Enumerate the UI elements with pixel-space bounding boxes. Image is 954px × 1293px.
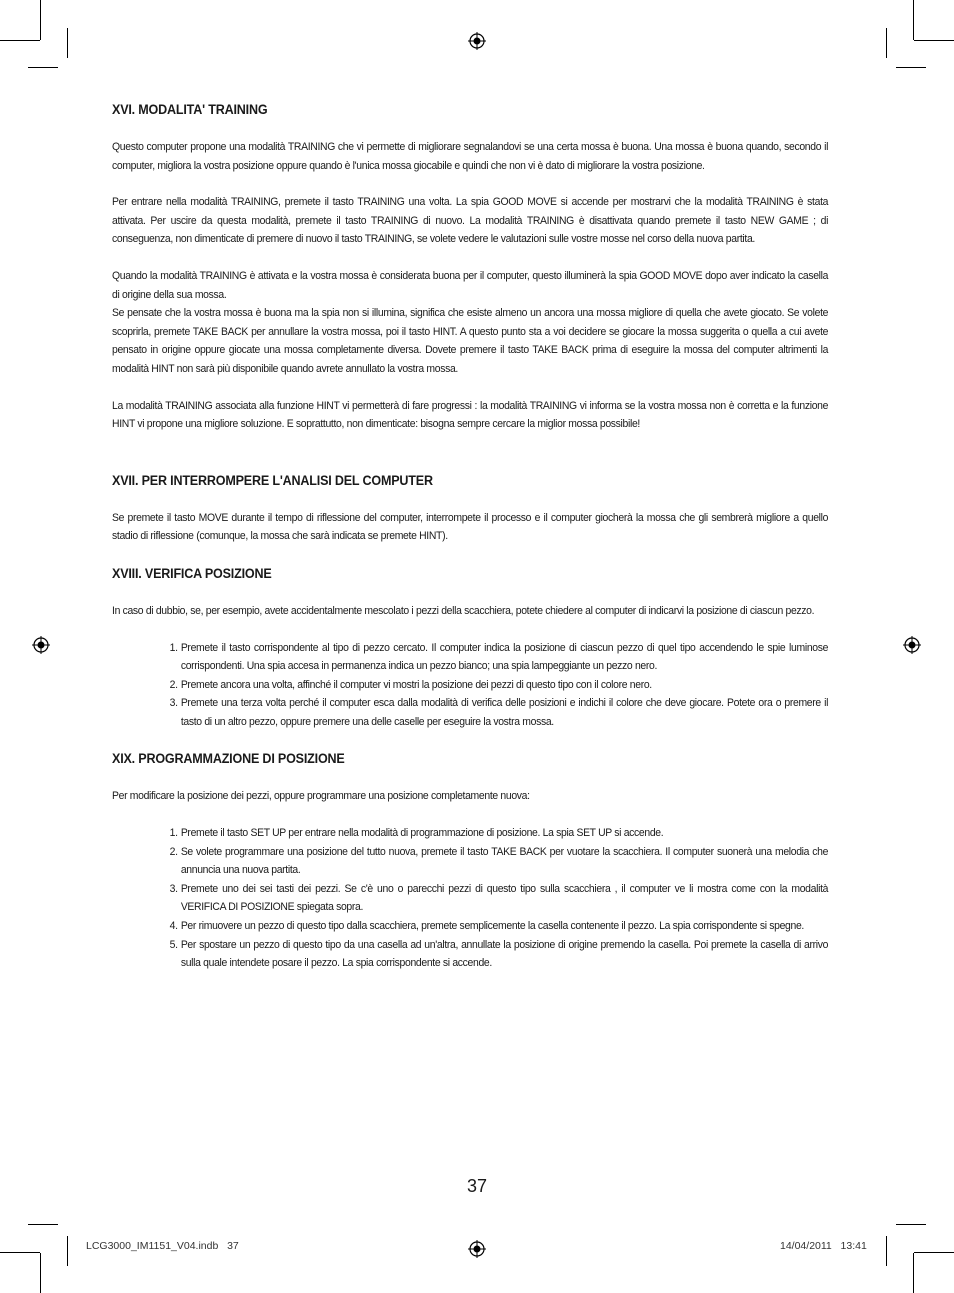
crop-mark — [914, 1252, 954, 1253]
paragraph: In caso di dubbio, se, per esempio, avete accidentalmente mescolato i pezzi della scacchiera, potete chiedere al computer di indicarvi la posizione di ciascun pezzo. — [112, 604, 815, 617]
paragraph: Per modificare la posizione dei pezzi, oppure programmare una posizione completamente nuova: — [112, 790, 530, 803]
crop-mark — [28, 1224, 58, 1225]
crop-mark — [913, 1253, 914, 1293]
paragraph: Se premete il tasto MOVE durante il tempo di riflessione del computer, interrompete il processo e il computer giocherà la mossa che gli sembrerà migliore a quello stadio di riflessione (comunque, la mossa che sarà indicata se premete HINT). — [112, 511, 829, 543]
crop-mark — [40, 0, 41, 40]
crop-mark — [886, 28, 887, 58]
numbered-list — [112, 639, 828, 732]
paragraph: La modalità TRAINING associata alla funzione HINT vi permetterà di fare progressi : la modalità TRAINING vi informa se la vostra mossa non è corretta e la funzione HINT vi propone una migliore soluzione. E soprattutto, non dimenticate: bisogna sempre cercare la miglior mossa possibile! — [112, 399, 829, 431]
section-heading: XIX. PROGRAMMAZIONE DI POSIZIONE — [112, 751, 345, 767]
list-item: 3. Premete uno dei sei tasti dei pezzi. Se c'è uno o parecchi pezzi di questo tipo sulla scacchiera , il computer ve li mostra come con la modalità VERIFICA DI POSIZIONE spiegata sopra. — [169, 882, 829, 914]
registration-mark-icon — [32, 636, 50, 654]
crop-mark — [67, 1236, 68, 1266]
crop-mark — [913, 0, 914, 40]
paragraph: Se pensate che la vostra mossa è buona ma la spia non si illumina, significa che esiste almeno un ancora una mossa migliore di quella che avete giocato. Se volete scoprirla, premete TAKE BACK per annullare la vostra mossa, poi il tasto HINT. A questo punto sta a voi decidere se giocare la mossa suggerita o quella a cui avete pensato in origine oppure giocate una mossa completamente diversa. Dovete premere il tasto TAKE BACK prima di eseguire la mossa del computer altrimenti la modalità HINT non sarà più disponibile quando avrete annullato la vostra mossa. — [112, 307, 829, 375]
section-heading: XVII. PER INTERROMPERE L'ANALISI DEL COMPUTER — [112, 472, 433, 488]
numbered-list — [112, 824, 828, 973]
paragraph: Quando la modalità TRAINING è attivata e la vostra mossa è considerata buona per il computer, questo illuminerà la spia GOOD MOVE dopo aver indicato la casella di origine della sua mossa. — [112, 269, 829, 301]
section-heading: XVI. MODALITA' TRAINING — [112, 102, 268, 117]
list-item: 4. Per rimuovere un pezzo di questo tipo dalla scacchiera, premete semplicemente la casella contenente il pezzo. La spia corrispondente si spegne. — [169, 920, 805, 933]
footer-date: 14/04/2011 13:41 — [780, 1240, 867, 1252]
list-item: 5. Per spostare un pezzo di questo tipo da una casella ad un'altra, annullate la posizione di origine premendo la casella. Poi premete la casella di arrivo sulla quale intendete posare il pezzo. La spia corrispondente si accende. — [169, 938, 829, 970]
registration-mark-icon — [468, 32, 486, 50]
paragraph: Per entrare nella modalità TRAINING, premete il tasto TRAINING una volta. La spia GOOD MOVE si accende per mostrarvi che la modalità TRAINING è stata attivata. Per uscire da questa modalità, premete il tasto TRAINING di nuovo. La modalità TRAINING è disattivata quando premete il tasto NEW GAME ; di conseguenza, non dimenticate di premere di nuovo il tasto TRAINING, se volete vedere le valutazioni sulle vostre mosse nel corso della nuova partita. — [112, 196, 829, 246]
crop-mark — [0, 1252, 40, 1253]
page-number: 37 — [466, 1176, 488, 1196]
crop-mark — [67, 28, 68, 58]
registration-mark-icon — [903, 636, 921, 654]
page-content — [112, 100, 828, 973]
registration-mark-icon — [468, 1240, 486, 1258]
list-item: 3. Premete una terza volta perché il computer esca dalla modalità di verifica delle posizioni e indichi il colore che deve giocare. Potete ora o premere il tasto di un altro pezzo, oppure premere una delle caselle per eseguire la vostra mossa. — [169, 697, 829, 728]
crop-mark — [40, 1253, 41, 1293]
list-item: 1. Premete il tasto corrispondente al tipo di pezzo cercato. Il computer indica la posizione di ciascun pezzo di quel tipo accendendo le spie luminose corrispondenti. Una spia accesa in permanenza indica un pezzo bianco; una spia lampeggiante un pezzo nero. — [169, 641, 829, 673]
crop-mark — [914, 40, 954, 41]
crop-mark — [28, 67, 58, 68]
crop-mark — [886, 1236, 887, 1266]
section-heading: XVIII. VERIFICA POSIZIONE — [112, 565, 272, 581]
crop-mark — [896, 1224, 926, 1225]
crop-mark — [0, 40, 40, 41]
crop-mark — [896, 67, 926, 68]
list-item: 1. Premete il tasto SET UP per entrare nella modalità di programmazione di posizione. La spia SET UP si accende. — [169, 827, 664, 840]
paragraph: Questo computer propone una modalità TRAINING che vi permette di migliorare segnalandovi se una certa mossa è buona. Una mossa è buona quando, secondo il computer, migliora la vostra posizione oppure quando è l'unica mossa giocabile e quindi che non vi è dato di migliorare la vostra posizione. — [112, 141, 829, 172]
footer-filename: LCG3000_IM1151_V04.indb 37 — [86, 1240, 239, 1252]
list-item: 2. Premete ancora una volta, affinché il computer vi mostri la posizione dei pezzi di questo tipo con il colore nero. — [169, 678, 652, 691]
list-item: 2. Se volete programmare una posizione del tutto nuova, premete il tasto TAKE BACK per vuotare la scacchiera. Il computer suonerà una melodia che annuncia una nuova partita. — [169, 845, 829, 877]
